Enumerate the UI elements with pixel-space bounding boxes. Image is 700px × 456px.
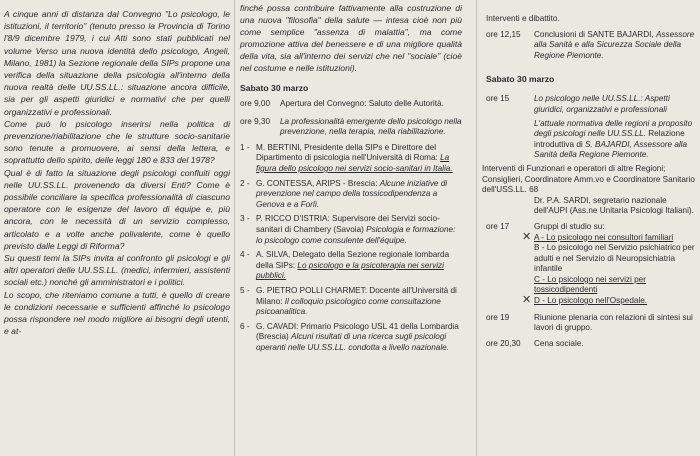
speaker-item: [240, 179, 462, 211]
speaker-name: P. RICCO D'ISTRIA: Supervisore dei Servizi socio-sanitari di Chambery (Savoia): [256, 214, 440, 234]
session-conclusions: [486, 30, 696, 62]
session-main: [240, 117, 462, 138]
speaker-number: 3 -: [240, 214, 250, 224]
session-time: ore 17: [486, 221, 510, 231]
speaker-name: A. SILVA, Delegato della Sezione regionale lombarda della SIPs:: [256, 250, 450, 270]
relazione-speaker: S. BAJARDI, Assessore alla Sanità della Regione Piemonte.: [534, 139, 688, 160]
interventi-block: [482, 164, 696, 196]
conclusions-label: Conclusioni di SANTE BAJARDI,: [534, 29, 654, 39]
speaker-item: [240, 214, 462, 246]
workshop-b: [486, 243, 696, 275]
speaker-number: 1 -: [240, 142, 250, 152]
sardi-text: Dr. P.A. SARDI, segretario nazionale dell'AUPI (Ass.ne Unitaria Psicologi Italiani).: [534, 195, 694, 216]
handwritten-x-mark: ✕: [522, 230, 532, 243]
workshops-heading: Gruppi di studio su:: [534, 221, 605, 231]
session-time: ore 12,15: [486, 29, 521, 39]
speaker-name: G. CONTESSA, ARIPS - Brescia:: [256, 178, 378, 188]
intro-paragraph-1: A cinque anni di distanza dal Convegno "Lo psicologo, le istituzioni, il territorio" (tenuto presso la Provincia di Torino l'8/9 dicembre 1979, i cui Atti sono stati pubblicati nel volume Verso una nuova identità dello psicologo, Angeli, Milano, 1981) la Sezione regionale della SIPs propone una verifica della situazione della psicologia all'interno della nuova realtà delle UU.SS.LL.: situazione ancora difficile, sia per gli aspetti giuridici e normativi che per quelli organizzativi e professionali.: [4, 9, 230, 117]
workshop-title: A - Lo psicologo nei consultori familiari: [534, 232, 674, 242]
normative-text: L'attuale normativa delle regioni a proposito degli psicologi nelle UU.SS.LL.: [534, 118, 693, 139]
talk-title: Lo psicologo e la psicoterapia nei servizi pubblici.: [256, 260, 444, 281]
speaker-item: [240, 322, 462, 354]
speaker-item: [240, 143, 462, 175]
speaker-number: 5 -: [240, 285, 250, 295]
workshop-a: [486, 230, 696, 244]
speaker-name: G. PIETRO POLLI CHARMET: Docente all'Università di Milano:: [256, 285, 457, 306]
intro-paragraph-5: Lo scopo, che riteniamo comune a tutti, è quello di creare le condizioni necessarie e sufficienti affinché lo psicologo possa rispondere nel modo migliore ai bisogni degli utenti, e at-: [4, 289, 230, 337]
session-title: Lo psicologo nelle UU.SS.LL.: Aspetti giuridici, organizzativi e professionali: [534, 94, 670, 114]
morning-program-column: [240, 2, 462, 353]
session-time: ore 9,30: [240, 116, 271, 126]
debate-line: [486, 14, 696, 25]
workshop-title: B - Lo psicologo nel Servizio psichiatrico per adulti e nel Servizio di Neuropsichiatria infantile: [534, 243, 695, 274]
speaker-number: 4 -: [240, 250, 250, 260]
session-time: ore 20,30: [486, 338, 521, 348]
session-opening: [240, 99, 462, 110]
speaker-name: G. CAVADI: Primario Psicologo USL 41 della Lombardia (Brescia): [256, 321, 459, 342]
intro-continuation: finché possa contribuire fattivamente alla costruzione di una nuova "filosofia" della salute — intesa cioè non più come semplice "assenza di malattia", ma come promozione attiva del benessere e di una migliore qualità della vita, sia all'interno dei servizi che nel "sociale" (cioè nel costume e nelle istituzioni).: [240, 3, 462, 73]
speaker-item: [240, 250, 462, 282]
speaker-number: 2 -: [240, 178, 250, 188]
session-time: ore 15: [486, 94, 510, 104]
session-afternoon: [486, 94, 696, 115]
workshop-title: D - Lo psicologo nell'Ospedale.: [534, 296, 648, 306]
workshop-c: [486, 275, 696, 296]
workshop-d: [486, 296, 696, 307]
speaker-number: 6 -: [240, 321, 250, 331]
session-title: La professionalità emergente dello psicologo nella prevenzione, nella terapia, nella riabilitazione.: [280, 116, 462, 137]
speaker-item: [240, 286, 462, 318]
session-title: Riunione plenaria con relazioni di sintesi sui lavori di gruppo.: [534, 312, 693, 333]
workshop-title: C - Lo psicologo nei servizi per tossicodipendenti: [534, 274, 646, 295]
session-time: ore 19: [486, 312, 510, 322]
session-title: Apertura del Convegno: Saluto delle Autorità.: [280, 99, 444, 108]
intro-paragraph-2: Come può lo psicologo inserirsi nella politica di prevenzione/riabilitazione che le strutture socio-sanitarie sono tenute a promuovere, ai sensi della lettera, e soprattutto dello spirito, delle leggi 180 e 833 del 1978?: [4, 118, 230, 166]
talk-title: Alcuni risultati di una ricerca sugli psicologi operanti nelle UU.SS.LL. condotta a livello nazionale.: [256, 332, 449, 352]
session-plenary: [486, 313, 696, 334]
afternoon-program-column: [482, 14, 696, 349]
intro-column: [4, 8, 230, 337]
fold-line-right: [476, 0, 477, 456]
session-workshops: [486, 222, 696, 233]
session-dinner: [486, 339, 696, 350]
talk-title: La figura dello psicologo nei servizi socio-sanitari in Italia.: [256, 153, 453, 173]
intro-paragraph-3: Qual è di fatto la situazione degli psicologi confluiti oggi nelle UU.SS.LL. provenendo da diversi Enti? Come è possibile conciliare la specifica professionalità di ciascuno operatore con le esigenze del lavoro di équipe e, più ancora, con le necessità di un servizio complesso, articolato e a volte anche polivalente, come è quello previsto dalle Leggi di Riforma?: [4, 167, 230, 251]
talk-title: Il colloquio psicologico come consultazione psicoanalitica.: [256, 296, 441, 317]
afternoon-day-heading: Sabato 30 marzo: [486, 74, 555, 85]
conclusions-speaker: Assessore alla Sanità e alla Sicurezza Sociale della Regione Piemonte.: [534, 29, 695, 60]
debate-text: Interventi e dibattito.: [486, 14, 560, 23]
fold-line-left: [234, 0, 235, 456]
interventi-text: Interventi di Funzionari e operatori di altre Regioni; Consiglieri, Coordinatore Amm.vo e Coordinatore Sanitario dell'USS.LL. 68: [482, 163, 695, 195]
morning-day-heading: Sabato 30 marzo: [240, 83, 309, 93]
session-description: [486, 119, 696, 161]
handwritten-x-mark: ✕: [522, 294, 532, 307]
talk-title: Psicologia e formazione: lo psicologo come consulente dell'équipe.: [256, 224, 456, 245]
intro-paragraph-4: Su questi temi la SIPs invita al confronto gli psicologi e gli altri operatori delle UU.SS.LL. (medici, infermieri, assistenti sociali etc.) nonché gli amministratori e i politici.: [4, 253, 230, 288]
speaker-name: M. BERTINI, Presidente della SIPs e Direttore del Dipartimento di psicologia nell'Università di Roma:: [256, 142, 438, 163]
sardi-line: [486, 196, 696, 217]
relazione-label: Relazione introduttiva di: [534, 129, 685, 149]
session-time: ore 9,00: [240, 99, 271, 108]
talk-title: Alcune iniziative di prevenzione nel campo della tossicodipendenza a Genova e a Forlì.: [256, 178, 448, 209]
session-title: Cena sociale.: [534, 338, 584, 348]
